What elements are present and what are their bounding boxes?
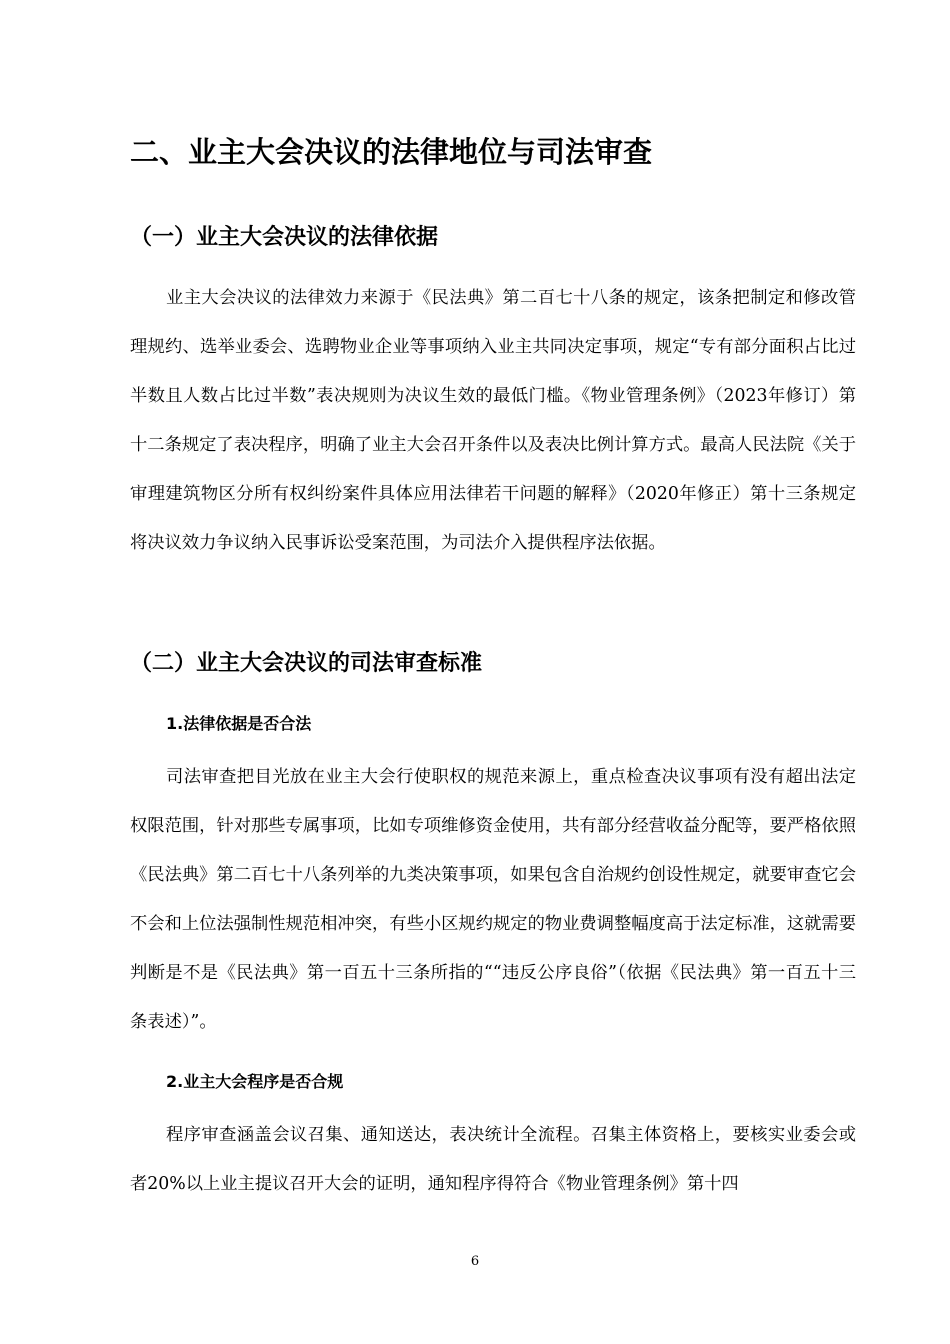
point-1-paragraph: 司法审查把目光放在业主大会行使职权的规范来源上，重点检查决议事项有没有超出法定权限范围，针对那些专属事项，比如专项维修资金使用，共有部分经营收益分配等，要严格依照《民法典》第二百七十八条列举的九类决策事项，如果包含自治规约创设性规定，就要审查它会不会和上位法强制性规范相冲突，有些小区规约规定的物业费调整幅度高于法定标准，这就需要判断是不是《民法典》第一百五十三条所指的““违反公序良俗”（依据《民法典》第一百五十三条表述）”。 bbox=[130, 767, 856, 1032]
page-number: 6 bbox=[470, 1254, 480, 1269]
point-2-title: 2.业主大会程序是否合规 bbox=[166, 1072, 344, 1091]
section-title: 二、业主大会决议的法律地位与司法审查 bbox=[130, 135, 653, 169]
subsection-2-title: （二）业主大会决议的司法审查标准 bbox=[130, 651, 483, 676]
point-1-title: 1.法律依据是否合法 bbox=[166, 714, 312, 733]
subsection-1-title: （一）业主大会决议的法律依据 bbox=[130, 225, 439, 250]
point-2-paragraph: 程序审查涵盖会议召集、通知送达，表决统计全流程。召集主体资格上，要核实业委会或者20%以上业主提议召开大会的证明，通知程序得符合《物业管理条例》第十四 bbox=[130, 1125, 856, 1194]
subsection-1-paragraph: 业主大会决议的法律效力来源于《民法典》第二百七十八条的规定，该条把制定和修改管理规约、选举业委会、选聘物业企业等事项纳入业主共同决定事项，规定“专有部分面积占比过半数且人数占比过半数”表决规则为决议生效的最低门槛。《物业管理条例》（2023年修订）第十二条规定了表决程序，明确了业主大会召开条件以及表决比例计算方式。最高人民法院《关于审理建筑物区分所有权纠纷案件具体应用法律若干问题的解释》（2020年修正）第十三条规定将决议效力争议纳入民事诉讼受案范围，为司法介入提供程序法依据。 bbox=[130, 288, 856, 553]
